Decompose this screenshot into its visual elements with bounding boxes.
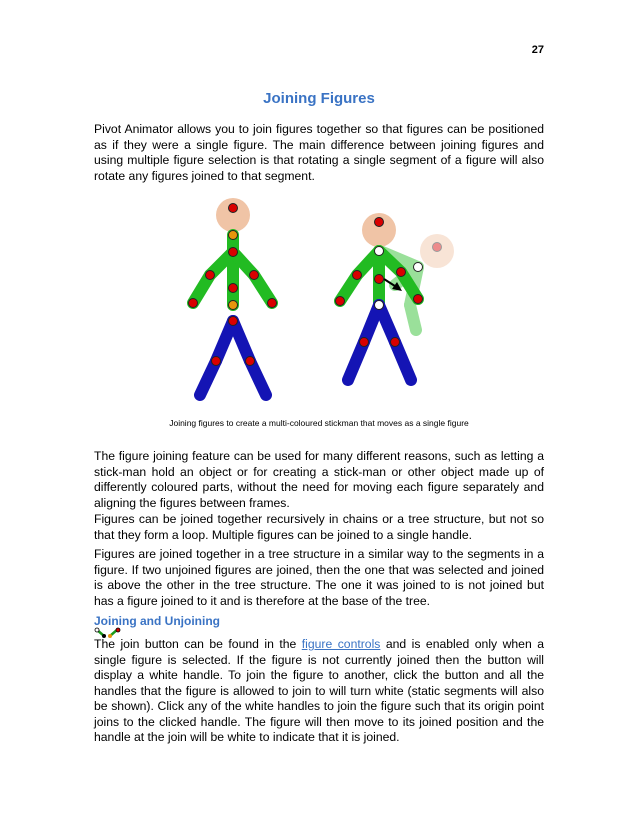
page-number: 27 (531, 44, 544, 56)
join-paragraph-text-1: The join button can be found in the (94, 637, 302, 651)
joining-figures-illustration (180, 195, 460, 415)
figure-controls-link[interactable]: figure controls (301, 637, 381, 651)
page-title: Joining Figures (263, 90, 375, 107)
uses-paragraph: The figure joining feature can be used for many different reasons, such as letting a stick-man hold an object or for creating a stick-man or other object made up of differently coloured parts, without the need for moving each figure separately and aligning the figures between frames. (94, 449, 544, 510)
section-heading-joining: Joining and Unjoining (94, 614, 220, 628)
join-paragraph-text-2: and is enabled only when a single figure is selected. If the figure is not currently joined then the button will display a white handle. To join the figure to another, click the button and all the handles that the figure is allowed to join to will turn white (static segments will also be shown). Click any of the white handles to join the figure such that its origin point joins to the clicked handle. The figure will then move to its joined position and the handle at the join will be white to indicate that it is joined. (94, 637, 544, 744)
recursive-paragraph: Figures can be joined together recursively in chains or a tree structure, but not so that they form a loop. Multiple figures can be joined to a single handle. (94, 512, 544, 542)
tree-paragraph: Figures are joined together in a tree structure in a similar way to the segments in a figure. If two unjoined figures are joined, then the one that was selected and joined is above the other in the tree structure. The one it was joined to is not joined but has a figure joined to it and is therefore at the base of the tree. (94, 547, 544, 608)
left-stickman (189, 198, 277, 395)
intro-paragraph: Pivot Animator allows you to join figures together so that figures can be positioned as if they were a single figure. The main difference between joining figures and using multiple figure selection is that rotating a single segment of a figure will also rotate any figures joined to that segment. (94, 122, 544, 183)
join-paragraph (94, 637, 544, 746)
right-stickman (336, 213, 455, 380)
rotated-ghost-figure (380, 234, 454, 330)
figure-caption: Joining figures to create a multi-coloured stickman that moves as a single figure (169, 418, 469, 428)
